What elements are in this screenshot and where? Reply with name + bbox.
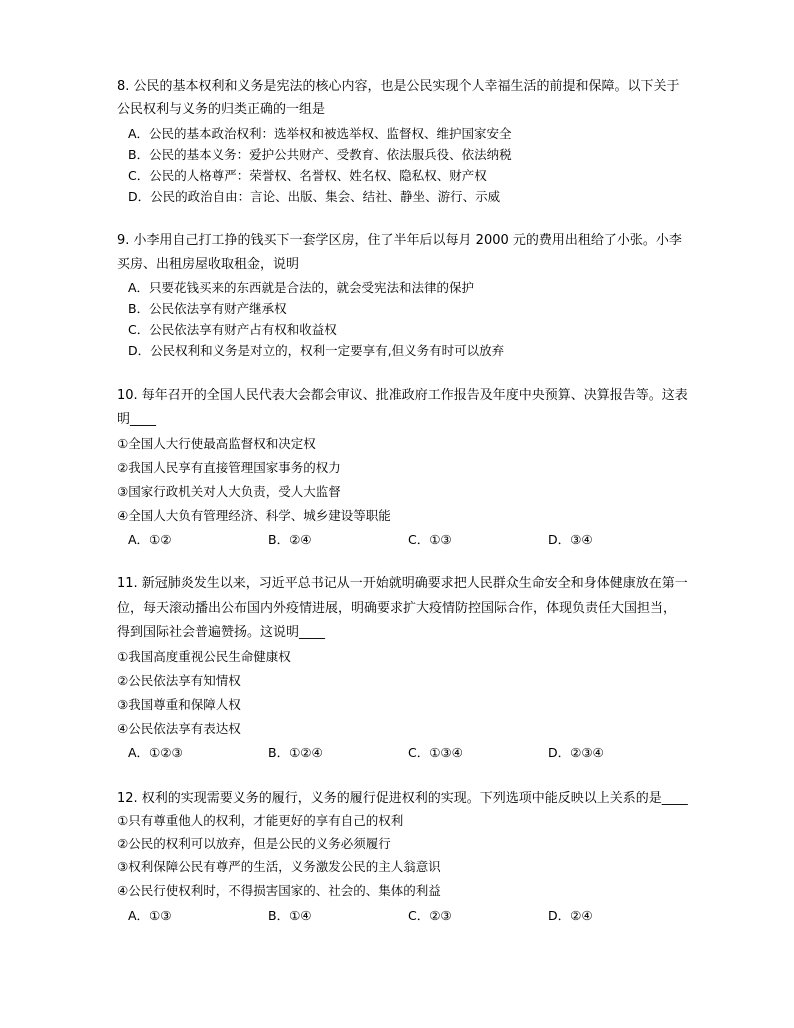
question-10-stem-line-2: 明____	[117, 412, 157, 427]
question-10-statement-3: ③国家行政机关对人大负责，受人大监督	[117, 484, 341, 499]
question-12-choice-b: B．①④	[268, 908, 312, 923]
question-10-statement-4: ④全国人大负有管理经济、科学、城乡建设等职能	[117, 508, 391, 523]
question-12-choice-d: D．②④	[548, 908, 593, 923]
question-11-choice-b: B．①②④	[268, 745, 323, 760]
question-12-statement-4: ④公民行使权利时，不得损害国家的、社会的、集体的利益	[117, 883, 441, 898]
question-12-stem-line-1: 12. 权利的实现需要义务的履行，义务的履行促进权利的实现。下列选项中能反映以上关系的是____	[117, 791, 688, 806]
question-10-choice-b: B．②④	[268, 532, 312, 547]
question-11-statement-2: ②公民依法享有知情权	[117, 673, 241, 688]
question-9-stem-line-1: 9. 小李用自己打工挣的钱买下一套学区房，住了半年后以每月 2000 元的费用出租给了小张。小李	[117, 233, 682, 248]
question-12-statement-1: ①只有尊重他人的权利，才能更好的享有自己的权利	[117, 813, 404, 828]
question-12-choice-a: A．①③	[128, 908, 172, 923]
question-8-option-c: C．公民的人格尊严：荣誉权、名誉权、姓名权、隐私权、财产权	[128, 168, 487, 183]
question-8-stem-line-2: 公民权利与义务的归类正确的一组是	[117, 102, 326, 117]
question-9-option-a: A．只要花钱买来的东西就是合法的，就会受宪法和法律的保护	[128, 280, 475, 295]
question-12-choice-c: C．②③	[408, 908, 452, 923]
question-10-choice-c: C．①③	[408, 532, 452, 547]
question-9-option-b: B．公民依法享有财产继承权	[128, 301, 287, 316]
question-9-stem-line-2: 买房、出租房屋收取租金，说明	[117, 257, 300, 272]
question-12-statement-3: ③权利保障公民有尊严的生活，义务激发公民的主人翁意识	[117, 859, 441, 874]
question-12-statement-2: ②公民的权利可以放弃，但是公民的义务必须履行	[117, 836, 391, 851]
question-11-choice-d: D．②③④	[548, 745, 604, 760]
question-11-stem-line-2: 位，每天滚动播出公布国内外疫情进展，明确要求扩大疫情防控国际合作，体现负责任大国担当，	[117, 601, 677, 616]
question-9-option-d: D．公民权利和义务是对立的，权利一定要享有,但义务有时可以放弃	[128, 343, 505, 358]
question-8-option-a: A．公民的基本政治权利：选举权和被选举权、监督权、维护国家安全	[128, 126, 512, 141]
question-10-choice-d: D．③④	[548, 532, 593, 547]
question-11-stem-line-3: 得到国际社会普遍赞扬。这说明____	[117, 625, 326, 640]
question-10-statement-1: ①全国人大行使最高监督权和决定权	[117, 436, 316, 451]
question-8-stem-line-1: 8. 公民的基本权利和义务是宪法的核心内容，也是公民实现个人幸福生活的前提和保障。以下关于	[117, 79, 680, 94]
question-11-choice-c: C．①③④	[408, 745, 463, 760]
question-8-option-b: B．公民的基本义务：爱护公共财产、受教育、依法服兵役、依法纳税	[128, 147, 512, 162]
question-11-statement-3: ③我国尊重和保障人权	[117, 697, 241, 712]
question-9-option-c: C．公民依法享有财产占有权和收益权	[128, 322, 337, 337]
question-10-statement-2: ②我国人民享有直接管理国家事务的权力	[117, 460, 341, 475]
question-11-statement-1: ①我国高度重视公民生命健康权	[117, 649, 291, 664]
question-10-stem-line-1: 10. 每年召开的全国人民代表大会都会审议、批准政府工作报告及年度中央预算、决算报告等。这表	[117, 388, 688, 403]
question-11-statement-4: ④公民依法享有表达权	[117, 721, 241, 736]
question-11-stem-line-1: 11. 新冠肺炎发生以来，习近平总书记从一开始就明确要求把人民群众生命安全和身体健康放在第一	[117, 576, 688, 591]
question-10-choice-a: A．①②	[128, 532, 172, 547]
question-11-choice-a: A．①②③	[128, 745, 183, 760]
question-8-option-d: D．公民的政治自由：言论、出版、集会、结社、静坐、游行、示威	[128, 189, 501, 204]
